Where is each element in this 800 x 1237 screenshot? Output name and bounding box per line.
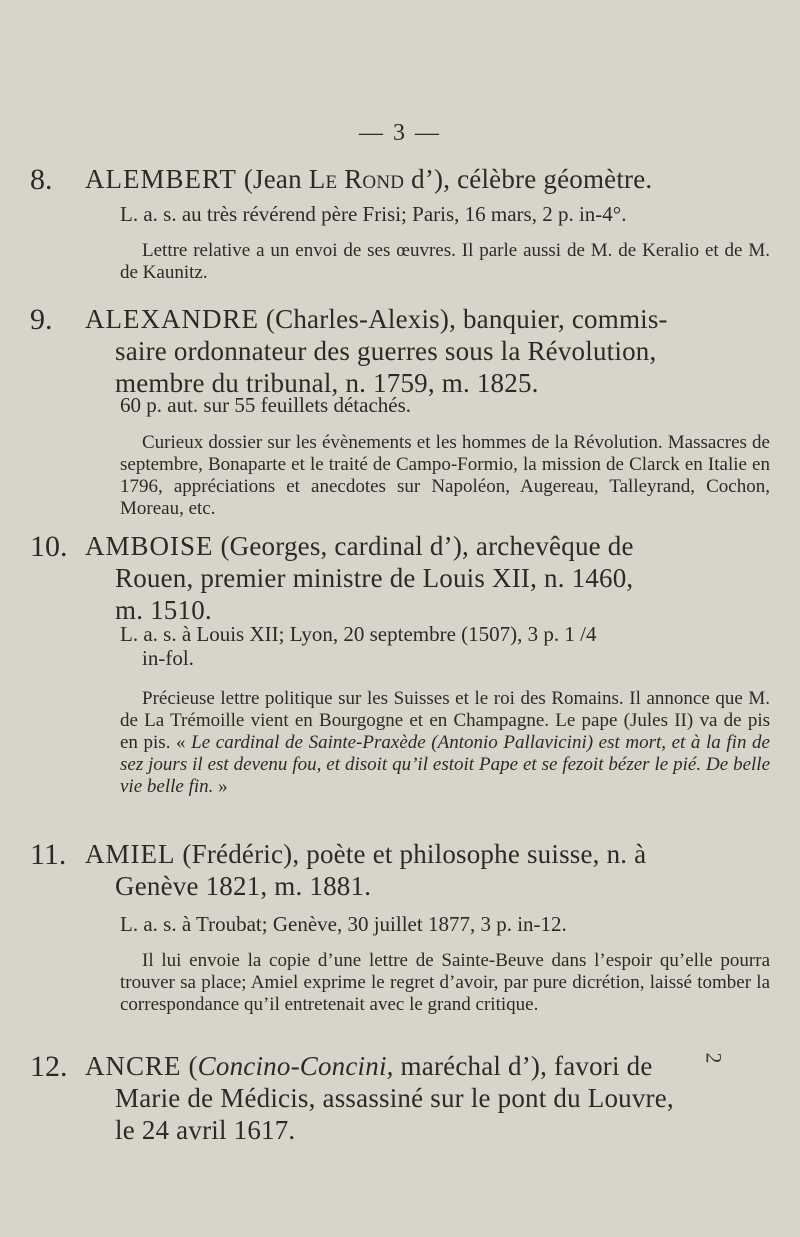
entry-heading: [85, 303, 775, 399]
entry-heading: [85, 838, 775, 902]
entry-heading: [85, 1050, 775, 1146]
entry-number: 8.: [30, 163, 53, 196]
heading-name: AMIEL: [85, 839, 176, 869]
entry-reference: 60 p. aut. sur 55 feuillets détachés.: [120, 393, 412, 417]
heading-text: m. 1510.: [115, 595, 212, 625]
heading-text: (Frédéric), poète et philosophe suisse, n. à: [175, 839, 647, 869]
note-text: Précieuse lettre politique sur les Suisses et le roi des Romains. Il annonce que M. de La Trémoille vient en Bourgogne et en Champagne. Le pape (Jules II) va de pis en pis. «: [120, 688, 770, 753]
heading-text: (Charles-Alexis), banquier, commis-: [258, 304, 668, 334]
entry-heading: [85, 163, 775, 195]
heading-smallcaps: Le Rond: [308, 164, 405, 194]
entry-note: [120, 240, 770, 284]
entry-number: 10.: [30, 530, 68, 563]
entry-note: [120, 432, 770, 520]
note-text: Il lui envoie la copie d’une lettre de Sainte-Beuve dans l’espoir qu’elle pourra trouver sa place; Amiel exprime le regret d’avoir, par pure dicrétion, laissé tomber la correspondance qu’il entretenait avec le grand critique.: [120, 950, 770, 1015]
entry-note: [120, 950, 770, 1016]
signature-mark: 2: [701, 1052, 727, 1064]
entry-note: [120, 688, 770, 798]
heading-text: Rouen, premier ministre de Louis XII, n. 1460,: [115, 563, 634, 593]
heading-text: Marie de Médicis, assassiné sur le pont du Louvre,: [115, 1083, 674, 1113]
heading-text: (: [181, 1051, 198, 1081]
heading-text: le 24 avril 1617.: [115, 1115, 296, 1145]
heading-name: ANCRE: [85, 1051, 182, 1081]
heading-text: membre du tribunal, n. 1759, m. 1825.: [115, 368, 539, 398]
page-number: — 3 —: [359, 120, 441, 146]
entry-reference: [120, 622, 770, 670]
heading-text: (Jean: [236, 164, 309, 194]
reference-line: in-fol.: [142, 646, 194, 670]
note-quotation: Le cardinal de Sainte-Praxède (Antonio Pallavicini) est mort, et à la fin de sez jours il est devenu fou, et disoit qu’il estoit Pape et se fezoit bézer le pié. De belle vie belle fin.: [120, 732, 770, 797]
heading-italic: Concino-Concini,: [197, 1051, 394, 1081]
heading-text: saire ordonnateur des guerres sous la Révolution,: [115, 336, 657, 366]
entry-number: 11.: [30, 838, 67, 871]
heading-text: Genève 1821, m. 1881.: [115, 871, 372, 901]
note-text: »: [213, 776, 228, 797]
entry-number: 9.: [30, 303, 53, 336]
heading-name: AMBOISE: [85, 531, 214, 561]
heading-name: ALEMBERT: [85, 164, 237, 194]
note-text: Curieux dossier sur les évènements et les hommes de la Révolution. Massacres de septembre, Bonaparte et le traité de Campo-Formio, la mission de Clarck en Italie en 1796, appréciations et anecdotes sur Napoléon, Augereau, Talleyrand, Cochon, Moreau, etc.: [120, 432, 770, 519]
entry-heading: [85, 530, 775, 626]
note-text: Lettre relative a un envoi de ses œuvres. Il parle aussi de M. de Keralio et de M. de Kaunitz.: [120, 240, 770, 283]
heading-name: ALEXANDRE: [85, 304, 259, 334]
heading-text: d’), célèbre géomètre.: [404, 164, 653, 194]
reference-line: L. a. s. à Louis XII; Lyon, 20 septembre (1507), 3 p. 1 /4: [120, 622, 597, 646]
heading-text: (Georges, cardinal d’), archevêque de: [213, 531, 634, 561]
entry-reference: L. a. s. à Troubat; Genève, 30 juillet 1877, 3 p. in-12.: [120, 912, 567, 936]
entry-number: 12.: [30, 1050, 68, 1083]
entry-reference: L. a. s. au très révérend père Frisi; Paris, 16 mars, 2 p. in-4°.: [120, 202, 627, 226]
heading-text: maréchal d’), favori de: [393, 1051, 653, 1081]
